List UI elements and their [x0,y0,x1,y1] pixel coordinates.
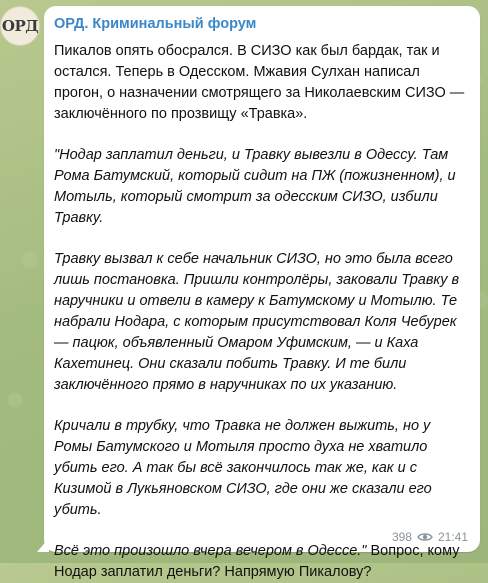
message-paragraph-5 [54,541,468,583]
message-bubble [44,6,480,580]
avatar-text: ОРД [1,17,39,35]
channel-name[interactable]: ОРД. Криминальный форум [54,16,257,32]
message-paragraph-3: Травку вызвал к себе начальник СИЗО, но это была всего лишь постановка. Пришли контролёры, заковали Травку в наручники и отвели в камеру к Батумскому и Мотылю. Те набрали Нодара, с которым присутствовал Коля Чебурек — пацюк, объявленный Омаром Уфимским, — и Каха Кахетинец. Они сказали побить Травку. И те били заключённого прямо в наручниках по их указанию. [54,251,460,393]
message-paragraph-1: Пикалов опять обосрался. В СИЗО как был бардак, так и остался. Теперь в Одесском. Мжавия Сулхан написал прогон, о назначении смотрящего за Николаевским СИЗО — заключённого по прозвищу «Травка». [54,43,465,122]
message-paragraph-2: "Нодар заплатил деньги, и Травку вывезли в Одессу. Там Рома Батумский, который сидит на ПЖ (пожизненном), и Мотыль, который смотрит за одесским СИЗО, избили Травку. [54,147,456,226]
message-quote-end: Всё это произошло вчера вечером в Одессе." [54,543,367,559]
views-count: 398 [391,530,412,544]
message-meta [392,530,468,544]
eye-icon [417,532,433,542]
message-time: 21:41 [437,530,468,544]
message-paragraph-4: Кричали в трубку, что Травка не должен выжить, но у Ромы Батумского и Мотыля просто духа не хватило убить его. А так бы всё закончилось так же, как и с Кизимой в Лукьяновском СИЗО, где они же сказали его убить. [54,418,432,518]
channel-avatar[interactable] [0,6,40,46]
message-question: Вопрос, кому Нодар заплатил деньги? Напрямую Пикалову? [54,543,460,580]
